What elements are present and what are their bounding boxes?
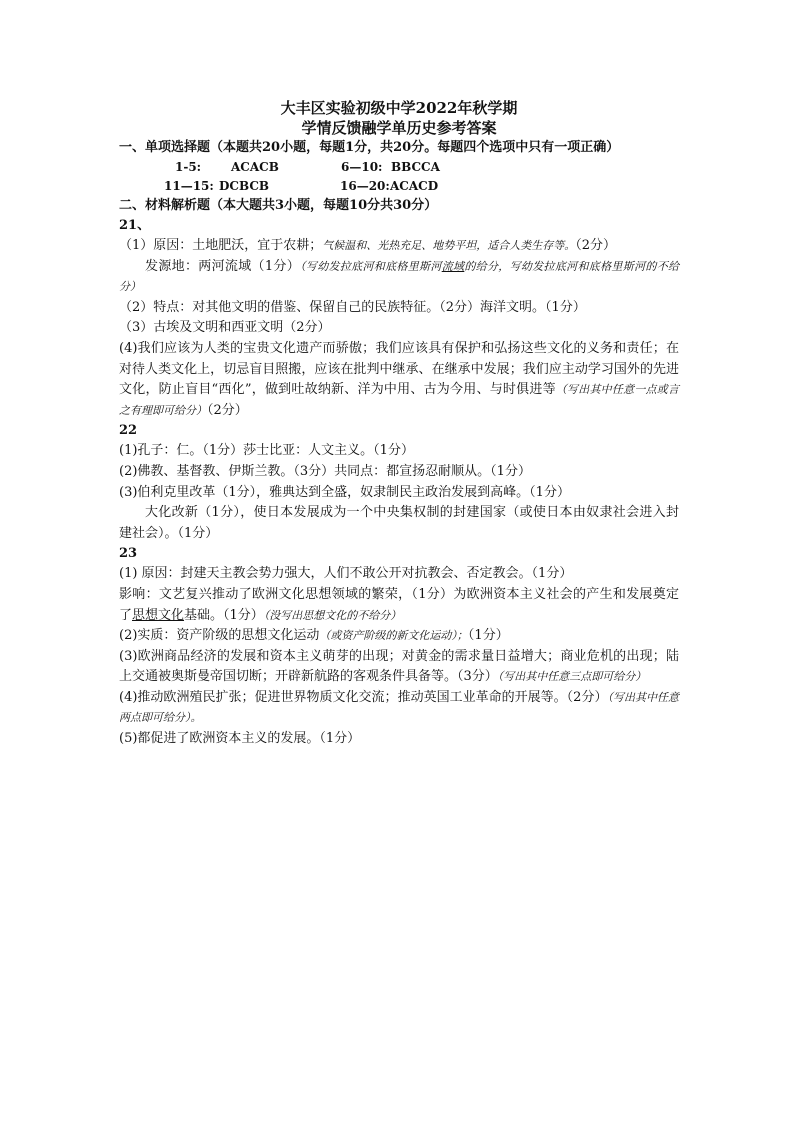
q21-part4 [119,339,679,421]
answer-text: (4)我们应该为人类的宝贵文化遗产而骄傲；我们应该具有保护和弘扬这些文化的义务和责任；在对待人类文化上，切忌盲目照搬，应该在批判中继承、在继承中发展；我们应主动学习国外的先进文化，防止盲目“西化”，做到吐故纳新、洋为中用、古为今用、与时俱进等 [119,340,679,398]
question-21-number: 21、 [119,218,151,233]
q22-part2: (2)佛教、基督教、伊斯兰教。（3分）共同点：都宣扬忍耐顺从。（1分） [119,463,531,479]
q22-part3-japan: 大化改新（1分），使日本发展成为一个中央集权制的封建国家（或使日本由奴隶社会进入封建社会）。（1分） [119,505,679,541]
grading-note-underlined: 流域 [441,259,465,273]
answer-text: 基础。（1分） [184,607,264,623]
q21-part2: （2）特点：对其他文明的借鉴、保留自己的民族特征。（2分）海洋文明。（1分） [119,299,586,315]
grading-note: （写幼发拉底河和底格里斯河 [300,259,442,273]
doc-title-line2: 学情反馈融学单历史参考答案 [301,119,497,137]
answer-text: （1）原因：土地肥沃，宜于农耕； [119,238,323,253]
question-23-number: 23 [119,546,138,562]
grading-note: （没写出思想文化的不给分） [263,608,402,622]
grading-note: 气候温和、光热充足、地势平坦，适合人类生存等。 [322,239,576,252]
score-text: （1分） [467,628,509,644]
answer-range-value: DCBCB [219,179,270,193]
q21-part1-origin [119,257,679,298]
q21-part3: （3）古埃及文明和西亚文明（2分） [119,320,331,336]
answer-range-label: 1-5: [175,160,202,174]
q23-part5: (5)都促进了欧洲资本主义的发展。（1分） [119,731,361,747]
answer-range-value: ACACB [231,160,279,174]
answer-text: 影响：文艺复兴推动了欧洲文化思想领域的繁荣，（1分）为欧洲资本主义社会的产生和发展奠定了 [119,586,679,623]
answer-row-1 [119,158,679,177]
grading-note: （写出其中任意一点或言之有理即可给分） [119,383,680,417]
q22-part3: (3)伯利克里改革（1分），雅典达到全盛，奴隶制民主政治发展到高峰。（1分） [119,484,570,500]
answer-text: (3)欧洲商品经济的发展和资本主义萌芽的出现；对黄金的需求量日益增大；商业危机的出现；陆上交通被奥斯曼帝国切断；开辟新航路的客观条件具备等。（3分） [119,648,679,685]
grading-note: 的给分，写幼发拉底河和底格里斯河的不给分） [119,259,680,294]
grading-note: （写出其中任意三点即可给分） [497,670,647,684]
answer-sheet [119,98,679,750]
answer-row-2 [119,177,679,196]
q23-part1: (1) 原因：封建天主教会势力强大，人们不敢公开对抗教会、否定教会。（1分） [119,566,573,582]
section1-heading: 一、单项选择题（本题共20小题，每题1分，共20分。每题四个选项中只有一项正确） [119,140,620,155]
q22-part1: (1)孔子：仁。（1分）莎士比亚：人文主义。（1分） [119,443,414,459]
section2-heading: 二、材料解析题（本大题共3小题，每题10分共30分） [119,198,438,213]
underlined-text: 思想文化 [132,607,185,623]
question-22-number: 22 [119,423,138,439]
answer-text: (2)实质：资产阶级的思想文化运动 [119,628,320,644]
score-text: （2分） [207,402,248,418]
answer-range-value: ACACD [390,179,439,193]
q21-part1 [119,236,679,257]
answer-text: (4)推动欧洲殖民扩张；促进世界物质文化交流；推动英国工业革命的开展等。（2分） [119,689,608,705]
answer-range-label: 16—20: [340,179,390,193]
doc-title-line1: 大丰区实验初级中学2022年秋学期 [280,99,518,117]
answer-range-label: 11—15: [164,179,214,193]
grading-note: （写出其中任意两点即可给分）。 [119,690,680,725]
q23-part3 [119,647,679,688]
score-text: （2分） [575,238,617,253]
answer-text: 发源地：两河流域（1分） [145,258,301,274]
answer-range-value: BBCCA [391,160,440,174]
q23-part2 [119,626,679,647]
grading-note: （或资产阶级的新文化运动）； [319,629,468,643]
q23-part1-impact [119,585,679,626]
answer-range-label: 6—10: [341,160,383,174]
q23-part4 [119,688,679,729]
